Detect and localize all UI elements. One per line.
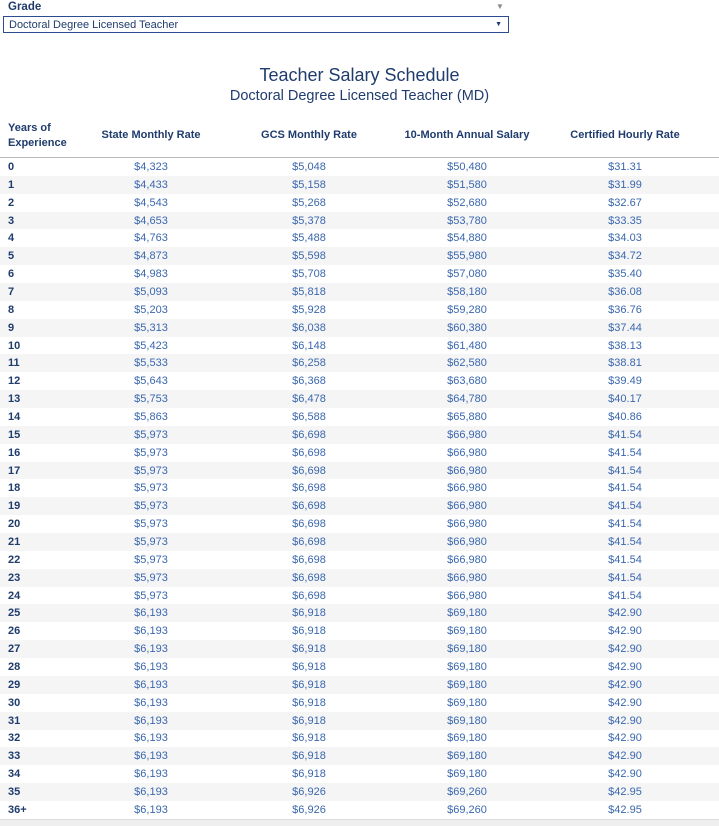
cell-value: $69,180: [447, 732, 487, 745]
page-title: Teacher Salary Schedule: [259, 65, 460, 85]
cell-value: $42.90: [608, 714, 642, 727]
row-label: 8: [8, 303, 15, 316]
table-header: [0, 114, 719, 158]
row-label: 5: [8, 250, 15, 263]
cell-value: $6,926: [292, 786, 326, 798]
cell-value: $53,780: [447, 214, 487, 227]
table-row: [0, 176, 719, 194]
title-block: [0, 64, 719, 106]
row-label: 30: [8, 696, 21, 709]
cell-value: $5,378: [292, 214, 326, 227]
cell-value: $4,543: [134, 196, 168, 209]
table-row: [0, 372, 719, 390]
table-row: [0, 747, 719, 765]
row-label: 24: [8, 589, 21, 602]
cell-value: $66,980: [447, 464, 487, 477]
row-label: 16: [8, 446, 21, 459]
cell-value: $38.81: [608, 357, 642, 370]
row-label: 21: [8, 535, 21, 548]
cell-value: $61,480: [447, 339, 487, 352]
cell-value: $41.54: [608, 500, 642, 513]
grade-dropdown-value: Doctoral Degree Licensed Teacher: [9, 18, 179, 31]
cell-value: $65,880: [447, 410, 487, 423]
row-label: 36+: [8, 803, 27, 816]
cell-value: $55,980: [447, 250, 487, 263]
cell-value: $6,193: [134, 660, 168, 673]
row-label: 25: [8, 607, 21, 620]
cell-value: $40.86: [608, 410, 642, 423]
table-row: [0, 497, 719, 515]
cell-value: $6,193: [134, 768, 168, 781]
cell-value: $6,193: [134, 750, 168, 763]
row-label: 13: [8, 393, 21, 406]
cell-value: $5,973: [134, 553, 168, 566]
table-row: [0, 301, 719, 319]
table-row: [0, 337, 719, 355]
table-row: [0, 730, 719, 748]
table-row: [0, 783, 719, 801]
cell-value: $6,698: [292, 589, 326, 602]
cell-value: $64,780: [447, 393, 487, 406]
cell-value: $6,698: [292, 464, 326, 477]
row-label: 11: [8, 357, 20, 370]
grade-dropdown[interactable]: [3, 16, 509, 33]
row-label: 28: [8, 660, 21, 673]
table-row: [0, 640, 719, 658]
cell-value: $31.31: [608, 160, 642, 173]
cell-value: $34.03: [608, 232, 642, 245]
table-row: [0, 479, 719, 497]
cell-value: $5,488: [292, 232, 326, 245]
cell-value: $66,980: [447, 571, 487, 584]
cell-value: $6,698: [292, 446, 326, 459]
row-label: 26: [8, 625, 21, 638]
cell-value: $6,918: [292, 607, 326, 620]
cell-value: $33.35: [608, 214, 642, 227]
table-row: [0, 426, 719, 444]
cell-value: $5,753: [134, 393, 168, 406]
table-row: [0, 676, 719, 694]
cell-value: $69,260: [447, 786, 487, 798]
table-row: [0, 265, 719, 283]
cell-value: $66,980: [447, 518, 487, 531]
row-label: 3: [8, 214, 15, 227]
cell-value: $66,980: [447, 482, 487, 495]
cell-value: $5,643: [134, 375, 168, 388]
cell-value: $5,973: [134, 464, 168, 477]
cell-value: $69,180: [447, 643, 487, 656]
table-body: [0, 158, 719, 820]
table-row: [0, 229, 719, 247]
row-label: 31: [8, 714, 21, 727]
table-row: [0, 569, 719, 587]
cell-value: $6,193: [134, 696, 168, 709]
cell-value: $59,280: [447, 303, 487, 316]
cell-value: $5,708: [292, 268, 326, 281]
cell-value: $4,433: [134, 178, 168, 191]
table-row: [0, 408, 719, 426]
cell-value: $5,048: [292, 160, 326, 173]
cell-value: $5,973: [134, 535, 168, 548]
cell-value: $69,260: [447, 803, 487, 816]
table-row: [0, 515, 719, 533]
row-label: 0: [8, 160, 15, 173]
table-row: [0, 319, 719, 337]
cell-value: $41.54: [608, 428, 642, 441]
cell-value: $5,533: [134, 357, 168, 370]
cell-value: $5,973: [134, 571, 168, 584]
cell-value: $5,158: [292, 178, 326, 191]
cell-value: $41.54: [608, 589, 642, 602]
salary-table: [0, 114, 719, 820]
cell-value: $66,980: [447, 428, 487, 441]
cell-value: $4,873: [134, 250, 168, 263]
table-row: [0, 354, 719, 372]
row-label: 20: [8, 518, 21, 531]
cell-value: $6,368: [292, 375, 326, 388]
cell-value: $5,863: [134, 410, 168, 423]
row-label: 22: [8, 553, 21, 566]
cell-value: $41.54: [608, 553, 642, 566]
row-label: 12: [8, 375, 21, 388]
cell-value: $6,918: [292, 678, 326, 691]
column-header: GCS Monthly Rate: [261, 129, 357, 142]
cell-value: $5,598: [292, 250, 326, 263]
row-label: 2: [8, 196, 15, 209]
cell-value: $69,180: [447, 696, 487, 709]
cell-value: $6,698: [292, 482, 326, 495]
cell-value: $66,980: [447, 500, 487, 513]
horizontal-scrollbar[interactable]: [0, 819, 719, 826]
cell-value: $6,193: [134, 643, 168, 656]
cell-value: $5,973: [134, 589, 168, 602]
cell-value: $6,193: [134, 714, 168, 727]
cell-value: $66,980: [447, 589, 487, 602]
row-label: 29: [8, 678, 21, 691]
cell-value: $41.54: [608, 482, 642, 495]
cell-value: $5,973: [134, 518, 168, 531]
cell-value: $6,588: [292, 410, 326, 423]
cell-value: $69,180: [447, 660, 487, 673]
cell-value: $6,193: [134, 732, 168, 745]
column-header: Certified Hourly Rate: [570, 129, 680, 142]
table-row: [0, 194, 719, 212]
cell-value: $41.54: [608, 446, 642, 459]
cell-value: $37.44: [608, 321, 642, 334]
cell-value: $58,180: [447, 285, 487, 298]
table-row: [0, 694, 719, 712]
cell-value: $42.90: [608, 607, 642, 620]
table-row: [0, 765, 719, 783]
row-label: 23: [8, 571, 21, 584]
row-label: 33: [8, 750, 21, 763]
row-label: 6: [8, 268, 15, 281]
cell-value: $36.08: [608, 285, 642, 298]
cell-value: $66,980: [447, 446, 487, 459]
table-row: [0, 462, 719, 480]
table-row: [0, 712, 719, 730]
cell-value: $6,698: [292, 535, 326, 548]
table-row: [0, 158, 719, 176]
cell-value: $54,880: [447, 232, 487, 245]
row-label: 18: [8, 482, 21, 495]
cell-value: $6,918: [292, 714, 326, 727]
row-label: 34: [8, 768, 21, 781]
cell-value: $6,478: [292, 393, 326, 406]
cell-value: $40.17: [608, 393, 642, 406]
cell-value: $6,918: [292, 660, 326, 673]
cell-value: $6,698: [292, 571, 326, 584]
cell-value: $6,698: [292, 500, 326, 513]
row-label: 27: [8, 643, 21, 656]
cell-value: $6,193: [134, 625, 168, 638]
table-row: [0, 604, 719, 622]
table-row: [0, 622, 719, 640]
cell-value: $5,268: [292, 196, 326, 209]
cell-value: $63,680: [447, 375, 487, 388]
table-row: [0, 801, 719, 819]
cell-value: $6,148: [292, 339, 326, 352]
cell-value: $5,973: [134, 482, 168, 495]
cell-value: $60,380: [447, 321, 487, 334]
cell-value: $66,980: [447, 553, 487, 566]
table-row: [0, 283, 719, 301]
cell-value: $57,080: [447, 268, 487, 281]
cell-value: $42.90: [608, 678, 642, 691]
cell-value: $6,926: [292, 803, 326, 816]
cell-value: $6,918: [292, 768, 326, 781]
cell-value: $69,180: [447, 750, 487, 763]
filter-label: Grade: [8, 1, 42, 13]
cell-value: $6,918: [292, 643, 326, 656]
cell-value: $51,580: [447, 178, 487, 191]
cell-value: $4,983: [134, 268, 168, 281]
cell-value: $6,698: [292, 428, 326, 441]
row-label: 19: [8, 500, 21, 513]
table-row: [0, 390, 719, 408]
cell-value: $5,973: [134, 428, 168, 441]
cell-value: $35.40: [608, 268, 642, 281]
cell-value: $5,973: [134, 500, 168, 513]
table-row: [0, 444, 719, 462]
table-row: [0, 247, 719, 265]
row-label: 9: [8, 321, 15, 334]
row-label: 32: [8, 732, 21, 745]
cell-value: $4,763: [134, 232, 168, 245]
cell-value: $6,918: [292, 750, 326, 763]
cell-value: $6,193: [134, 803, 168, 816]
cell-value: $36.76: [608, 303, 642, 316]
cell-value: $6,918: [292, 625, 326, 638]
cell-value: $69,180: [447, 607, 487, 620]
table-row: [0, 212, 719, 230]
cell-value: $6,698: [292, 518, 326, 531]
cell-value: $62,580: [447, 357, 487, 370]
table-row: [0, 658, 719, 676]
grade-filter-card: [0, 0, 719, 34]
cell-value: $6,038: [292, 321, 326, 334]
column-header: Years of Experience: [8, 121, 67, 149]
cell-value: $5,093: [134, 285, 168, 298]
cell-value: $69,180: [447, 678, 487, 691]
table-row: [0, 551, 719, 569]
cell-value: $69,180: [447, 714, 487, 727]
cell-value: $42.90: [608, 696, 642, 709]
cell-value: $69,180: [447, 768, 487, 781]
row-label: 15: [8, 428, 21, 441]
cell-value: $4,653: [134, 214, 168, 227]
cell-value: $5,203: [134, 303, 168, 316]
row-label: 4: [8, 232, 15, 245]
cell-value: $41.54: [608, 571, 642, 584]
dropdown-caret-icon: ▼: [495, 21, 502, 28]
cell-value: $5,818: [292, 285, 326, 298]
cell-value: $5,928: [292, 303, 326, 316]
cell-value: $69,180: [447, 625, 487, 638]
cell-value: $42.90: [608, 750, 642, 763]
cell-value: $6,193: [134, 607, 168, 620]
cell-value: $41.54: [608, 518, 642, 531]
cell-value: $34.72: [608, 250, 642, 263]
cell-value: $42.90: [608, 660, 642, 673]
cell-value: $39.49: [608, 375, 642, 388]
row-label: 1: [8, 178, 15, 191]
cell-value: $41.54: [608, 464, 642, 477]
cell-value: $32.67: [608, 196, 642, 209]
cell-value: $5,313: [134, 321, 168, 334]
cell-value: $42.90: [608, 768, 642, 781]
cell-value: $31.99: [608, 178, 642, 191]
cell-value: $6,918: [292, 732, 326, 745]
cell-value: $42.90: [608, 643, 642, 656]
table-row: [0, 533, 719, 551]
cell-value: $6,193: [134, 678, 168, 691]
row-label: 7: [8, 285, 15, 298]
cell-value: $42.95: [608, 786, 642, 798]
cell-value: $42.95: [608, 803, 642, 816]
cell-value: $6,698: [292, 553, 326, 566]
page-subtitle: Doctoral Degree Licensed Teacher (MD): [229, 88, 490, 104]
filter-menu-caret-icon[interactable]: ▼: [496, 2, 504, 11]
cell-value: $50,480: [447, 160, 487, 173]
row-label: 10: [8, 339, 21, 352]
cell-value: $5,423: [134, 339, 168, 352]
cell-value: $38.13: [608, 339, 642, 352]
cell-value: $6,918: [292, 696, 326, 709]
cell-value: $52,680: [447, 196, 487, 209]
table-row: [0, 587, 719, 605]
cell-value: $6,258: [292, 357, 326, 370]
cell-value: $66,980: [447, 535, 487, 548]
cell-value: $41.54: [608, 535, 642, 548]
cell-value: $4,323: [134, 160, 168, 173]
row-label: 14: [8, 410, 21, 423]
column-header: State Monthly Rate: [101, 129, 201, 142]
cell-value: $6,193: [134, 786, 168, 798]
column-header: 10-Month Annual Salary: [404, 129, 530, 142]
cell-value: $42.90: [608, 732, 642, 745]
row-label: 17: [8, 464, 21, 477]
row-label: 35: [8, 786, 21, 798]
cell-value: $42.90: [608, 625, 642, 638]
cell-value: $5,973: [134, 446, 168, 459]
